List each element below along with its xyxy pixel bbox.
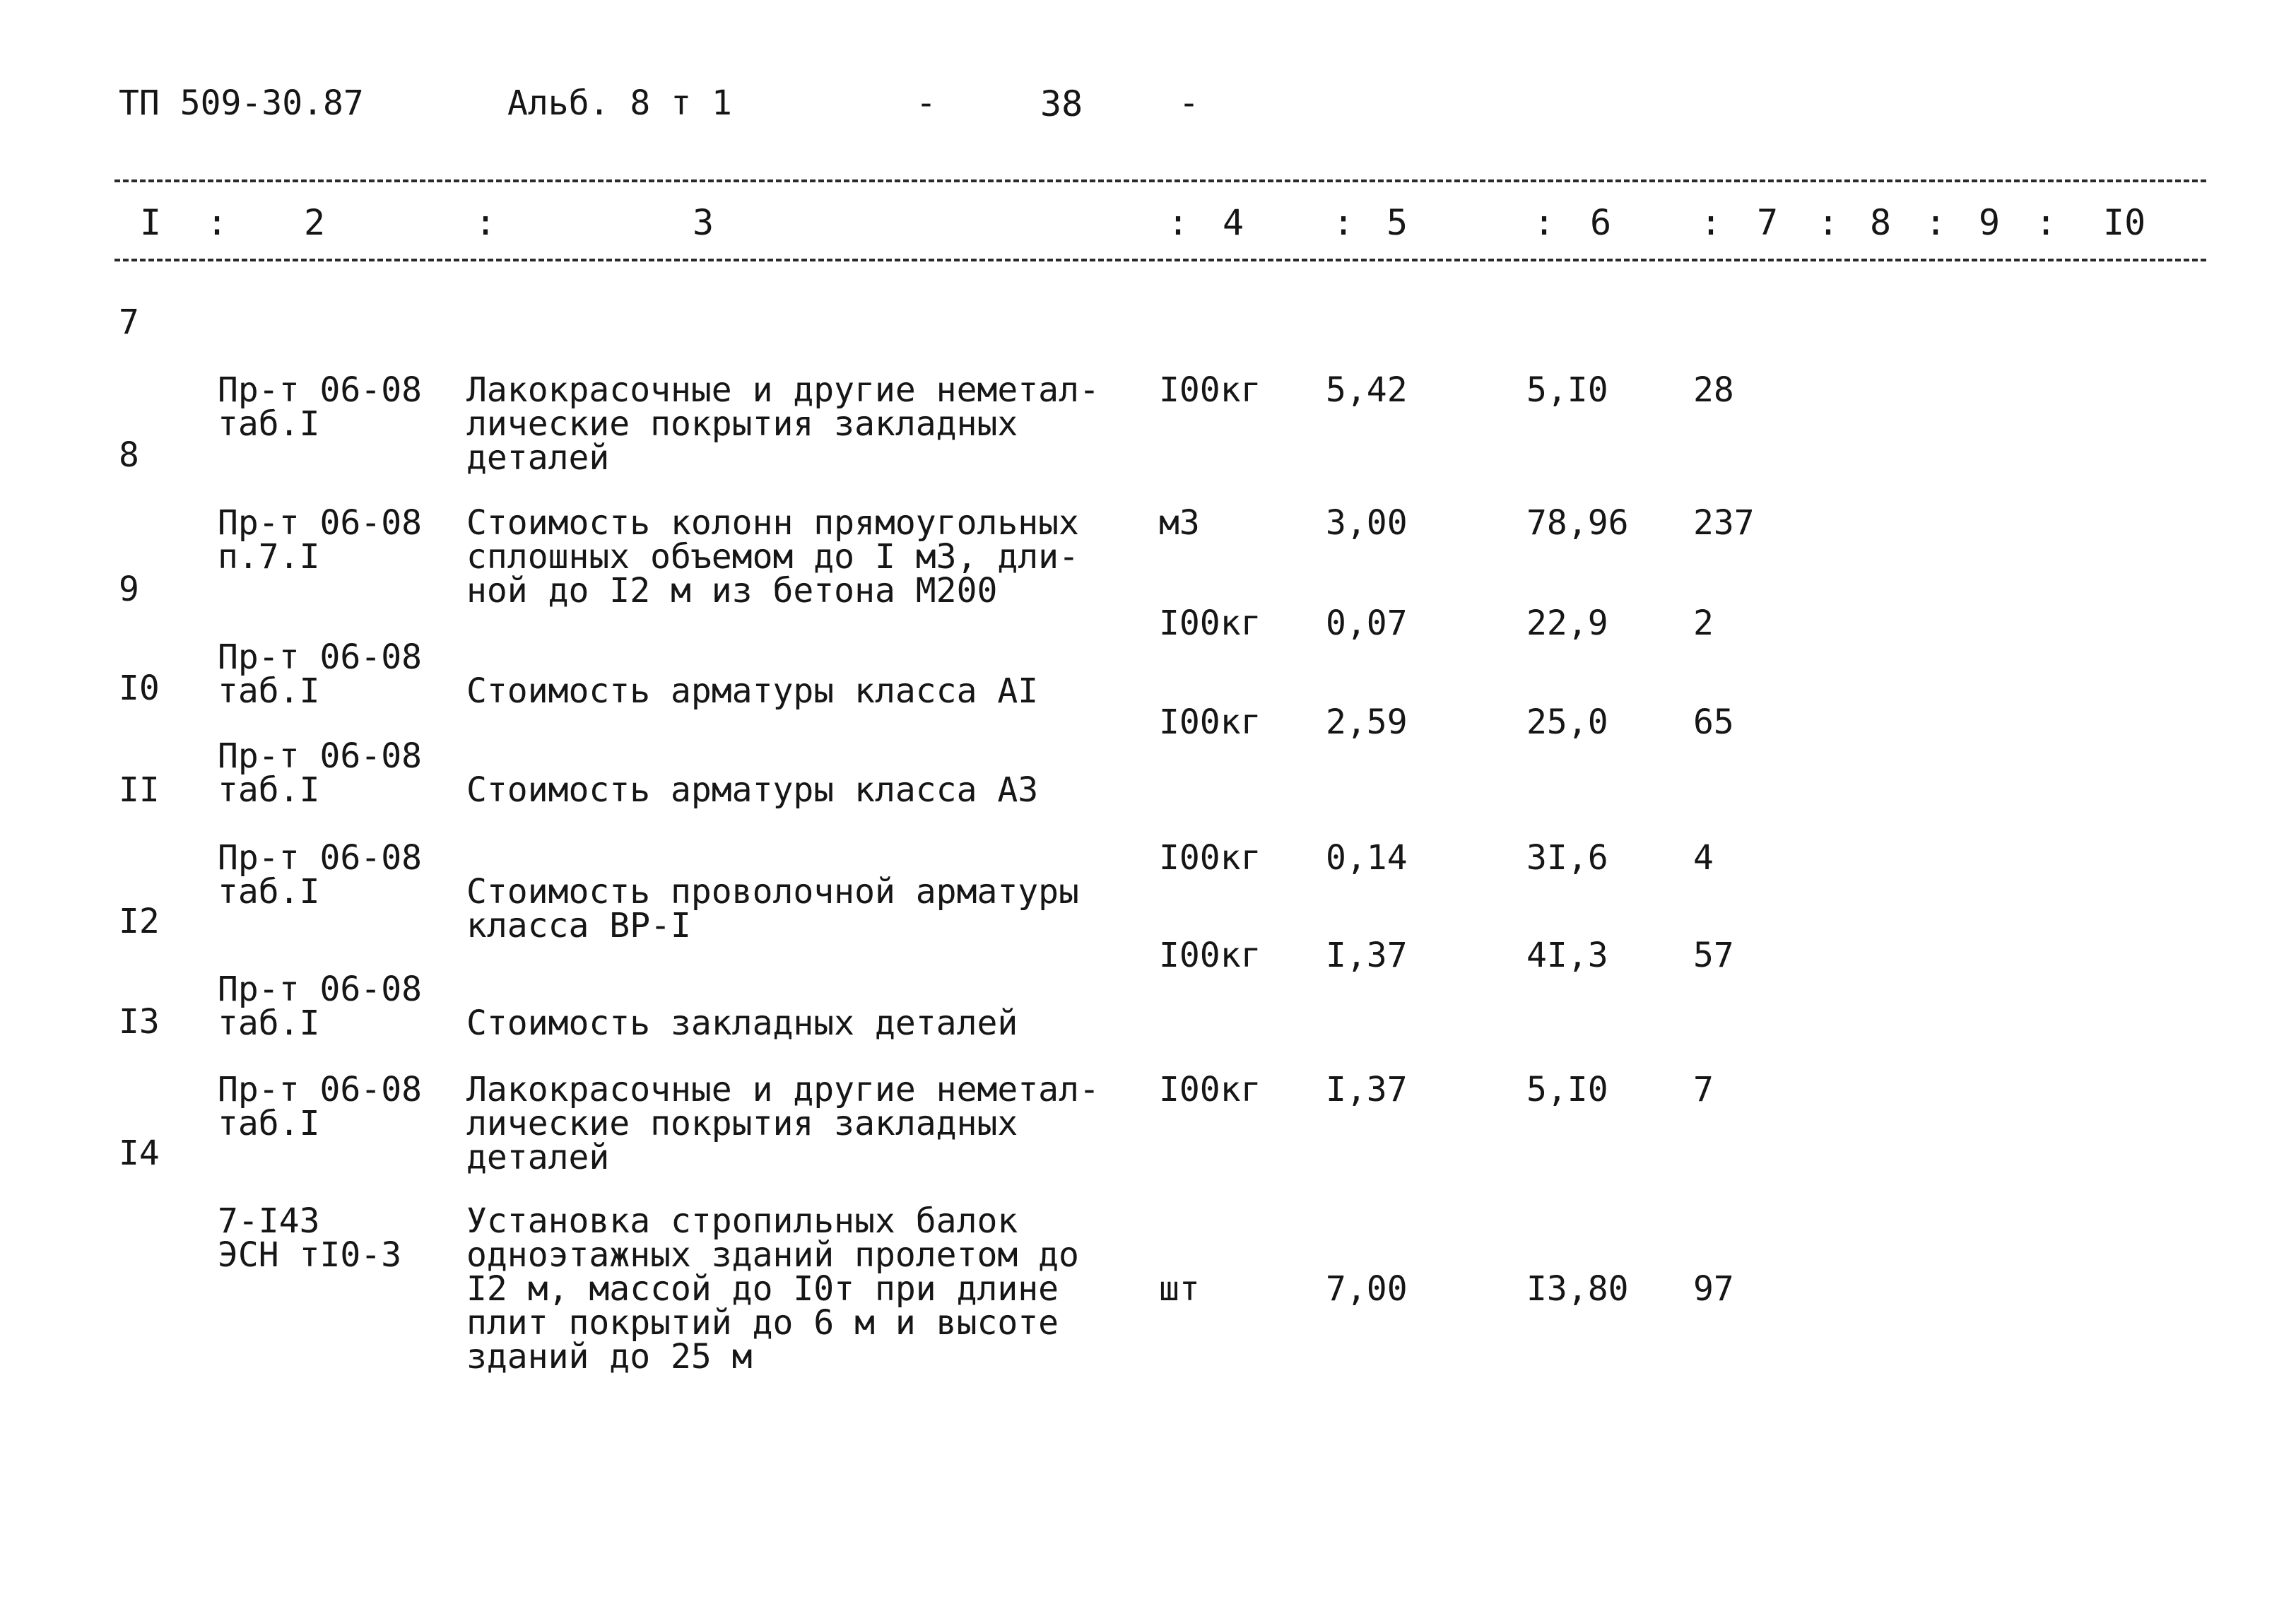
row-quantity: 3,00 xyxy=(1326,503,1408,543)
row-unit-price: 5,I0 xyxy=(1526,370,1608,410)
column-number: 5 xyxy=(1387,202,1408,243)
table-top-rule xyxy=(114,179,2206,182)
column-separator: : xyxy=(206,202,228,243)
row-quantity: 0,14 xyxy=(1326,838,1408,878)
row-description: Лакокрасочные и другие неметал- лические покрытия закладных деталей xyxy=(466,1070,1100,1177)
table-header-rule xyxy=(114,259,2206,261)
row-unit-price: I3,80 xyxy=(1526,1269,1629,1309)
row-quantity: 2,59 xyxy=(1326,702,1408,742)
row-number: 8 xyxy=(119,435,139,475)
column-number: 6 xyxy=(1590,202,1612,243)
column-number: I0 xyxy=(2103,202,2146,243)
row-number: I3 xyxy=(119,1002,160,1042)
row-number: II xyxy=(119,770,160,810)
row-reference: Пр-т 06-08 таб.I xyxy=(218,736,422,810)
row-unit: I00кг xyxy=(1159,1070,1261,1109)
page-number: 38 xyxy=(1040,83,1083,124)
column-separator: : xyxy=(1700,202,1722,243)
row-number: 9 xyxy=(119,570,139,609)
row-reference: Пр-т 06-08 таб.I xyxy=(218,1070,422,1143)
column-separator: : xyxy=(1167,202,1189,243)
column-number: 9 xyxy=(1979,202,2001,243)
row-unit: I00кг xyxy=(1159,936,1261,975)
row-quantity: 5,42 xyxy=(1326,370,1408,410)
row-unit-price: 78,96 xyxy=(1526,503,1629,543)
row-number: I0 xyxy=(119,669,160,708)
document-code: ТП 509-30.87 xyxy=(119,83,364,123)
row-total: 57 xyxy=(1693,936,1734,975)
album-number: Альб. 8 т 1 xyxy=(507,83,732,123)
row-unit: шт xyxy=(1159,1269,1200,1309)
row-total: 97 xyxy=(1693,1269,1734,1309)
column-separator: : xyxy=(1925,202,1947,243)
row-reference: Пр-т 06-08 таб.I xyxy=(218,838,422,912)
row-description: Стоимость арматуры класса АI xyxy=(466,671,1039,711)
row-description: Лакокрасочные и другие неметал- лические покрытия закладных деталей xyxy=(466,370,1100,478)
row-unit-price: 22,9 xyxy=(1526,603,1608,643)
row-total: 2 xyxy=(1693,603,1714,643)
row-unit: I00кг xyxy=(1159,838,1261,878)
row-quantity: 7,00 xyxy=(1326,1269,1408,1309)
row-description: Стоимость проволочной арматуры класса ВР-I xyxy=(466,872,1079,946)
row-description: Стоимость колонн прямоугольных сплошных объемом до I м3, дли- ной до I2 м из бетона М200 xyxy=(466,503,1079,611)
column-separator: : xyxy=(1533,202,1555,243)
page-dash-left: - xyxy=(916,83,936,123)
row-reference: Пр-т 06-08 таб.I xyxy=(218,370,422,444)
column-number: 8 xyxy=(1870,202,1892,243)
row-quantity: 0,07 xyxy=(1326,603,1408,643)
row-total: 65 xyxy=(1693,702,1734,742)
column-separator: : xyxy=(1333,202,1355,243)
row-unit-price: 4I,3 xyxy=(1526,936,1608,975)
row-total: 4 xyxy=(1693,838,1714,878)
row-unit: м3 xyxy=(1159,503,1200,543)
column-separator: : xyxy=(2035,202,2057,243)
page-dash-right: - xyxy=(1179,83,1199,123)
row-number: I2 xyxy=(119,902,160,941)
row-description: Стоимость закладных деталей xyxy=(466,1003,1018,1043)
row-unit: I00кг xyxy=(1159,603,1261,643)
row-number: 7 xyxy=(119,302,139,342)
row-total: 237 xyxy=(1693,503,1755,543)
row-quantity: I,37 xyxy=(1326,936,1408,975)
row-reference: Пр-т 06-08 таб.I xyxy=(218,970,422,1043)
row-description: Стоимость арматуры класса А3 xyxy=(466,770,1039,810)
row-quantity: I,37 xyxy=(1326,1070,1408,1109)
row-unit: I00кг xyxy=(1159,370,1261,410)
row-description: Установка стропильных балок одноэтажных зданий пролетом до I2 м, массой до I0т при длине плит покрытий до 6 м и высоте зданий до 25 м xyxy=(466,1201,1079,1377)
column-number: I xyxy=(140,202,162,243)
row-unit: I00кг xyxy=(1159,702,1261,742)
row-reference: Пр-т 06-08 п.7.I xyxy=(218,503,422,577)
row-number: I4 xyxy=(119,1133,160,1173)
column-number: 7 xyxy=(1757,202,1779,243)
row-unit-price: 5,I0 xyxy=(1526,1070,1608,1109)
row-total: 28 xyxy=(1693,370,1734,410)
row-unit-price: 3I,6 xyxy=(1526,838,1608,878)
column-number: 3 xyxy=(693,202,714,243)
row-reference: 7-I43 ЭСН тI0-3 xyxy=(218,1201,402,1275)
column-number: 2 xyxy=(304,202,326,243)
column-separator: : xyxy=(1818,202,1839,243)
row-unit-price: 25,0 xyxy=(1526,702,1608,742)
column-separator: : xyxy=(475,202,497,243)
row-total: 7 xyxy=(1693,1070,1714,1109)
column-number: 4 xyxy=(1223,202,1244,243)
row-reference: Пр-т 06-08 таб.I xyxy=(218,637,422,711)
